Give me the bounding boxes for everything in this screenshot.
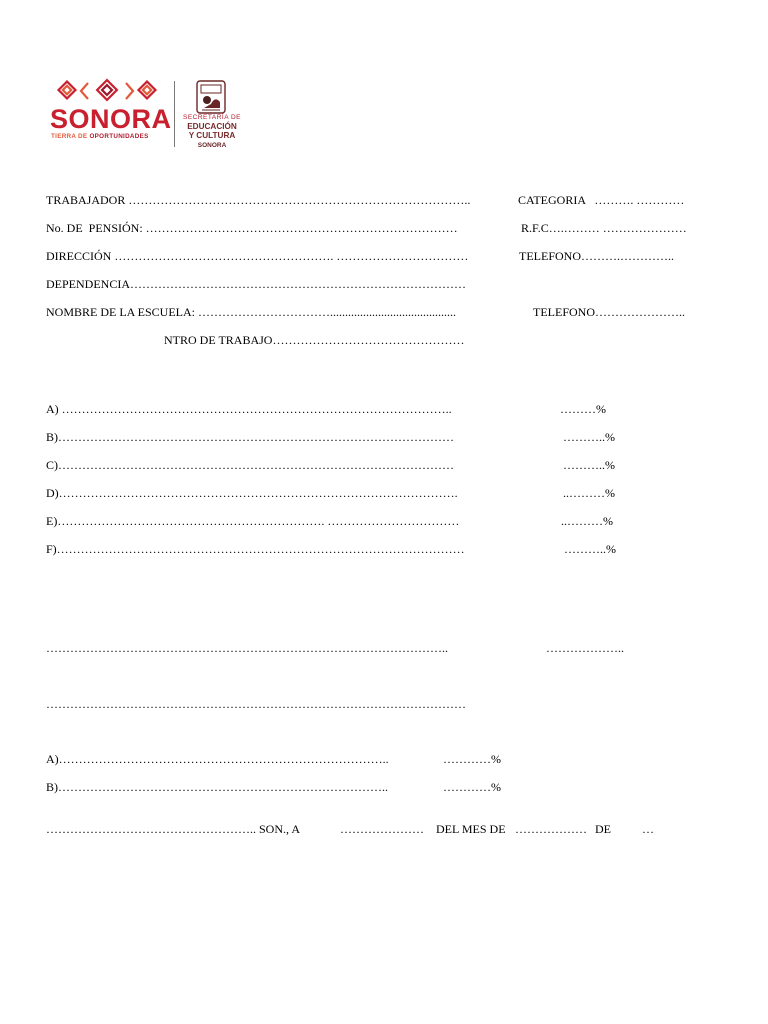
list1-pct-f: ………..%: [564, 542, 616, 556]
list1-pct-c: ………..%: [563, 458, 615, 472]
secretaria-text: SECRETARÍA DE EDUCACIÓN Y CULTURA SONORA: [182, 114, 242, 149]
state-seal-icon: [196, 80, 226, 114]
list2-item-a: A)………………………………………………………………………..: [46, 752, 389, 766]
list1-item-d: D)……………………………………………………………………………………….: [46, 486, 458, 500]
list1-item-f: F)…………………………………………………………………………………………: [46, 542, 465, 556]
list1-pct-b: ………..%: [563, 430, 615, 444]
closing-year-dots: …: [642, 822, 654, 836]
rfc-field: R.F.C….……… …………………: [521, 221, 687, 235]
centro-trabajo-field: NTRO DE TRABAJO…………………………………………: [164, 333, 465, 347]
blank-line-2: ……………………………………………………………………………………………: [46, 697, 466, 711]
telefono-escuela-field: TELEFONO…………………..: [533, 305, 685, 319]
closing-de: DE: [595, 822, 611, 836]
trabajador-field: TRABAJADOR …………………………………………………………………………..: [46, 193, 471, 207]
categoria-field: CATEGORIA ………. …………: [518, 193, 685, 207]
logo-divider: [174, 81, 175, 147]
closing-a-dots: …………………: [340, 822, 424, 836]
list1-pct-e: ..………%: [561, 514, 613, 528]
header-logo: [48, 78, 248, 152]
closing-mes-dots: ………………: [515, 822, 587, 836]
closing-son: …………………………………………….. SON., A: [46, 822, 301, 836]
direccion-field: DIRECCIÓN ………………………………………………. ……………………………: [46, 249, 469, 263]
blank-line-1-right: ………………..: [546, 641, 624, 655]
sonora-tagline: TIERRA DE OPORTUNIDADES: [51, 133, 149, 140]
list1-item-e: E)…………………………………………………………. ……………………………: [46, 514, 460, 528]
sonora-brand-text: SONORA: [50, 104, 172, 134]
list2-pct-a: …………%: [443, 752, 501, 766]
list1-pct-a: ………%: [560, 402, 606, 416]
closing-del-mes: DEL MES DE: [436, 822, 506, 836]
telefono-field: TELEFONO……….…………..: [519, 249, 674, 263]
list2-pct-b: …………%: [443, 780, 501, 794]
list1-item-b: B)………………………………………………………………………………………: [46, 430, 454, 444]
sonora-ornament-icon: [56, 78, 166, 104]
pension-field: No. DE PENSIÓN: ……………………………………………………………………: [46, 221, 458, 235]
list1-item-c: C)………………………………………………………………………………………: [46, 458, 454, 472]
list1-item-a: A) ……………………………………………………………………………………..: [46, 402, 452, 416]
escuela-field: NOMBRE DE LA ESCUELA: ……………………………..........................................: [46, 305, 457, 319]
dependencia-field: DEPENDENCIA…………………………………………………………………………: [46, 277, 466, 291]
blank-line-1: ………………………………………………………………………………………..: [46, 641, 448, 655]
list2-item-b: B)………………………………………………………………………..: [46, 780, 388, 794]
list1-pct-d: ..………%: [563, 486, 615, 500]
